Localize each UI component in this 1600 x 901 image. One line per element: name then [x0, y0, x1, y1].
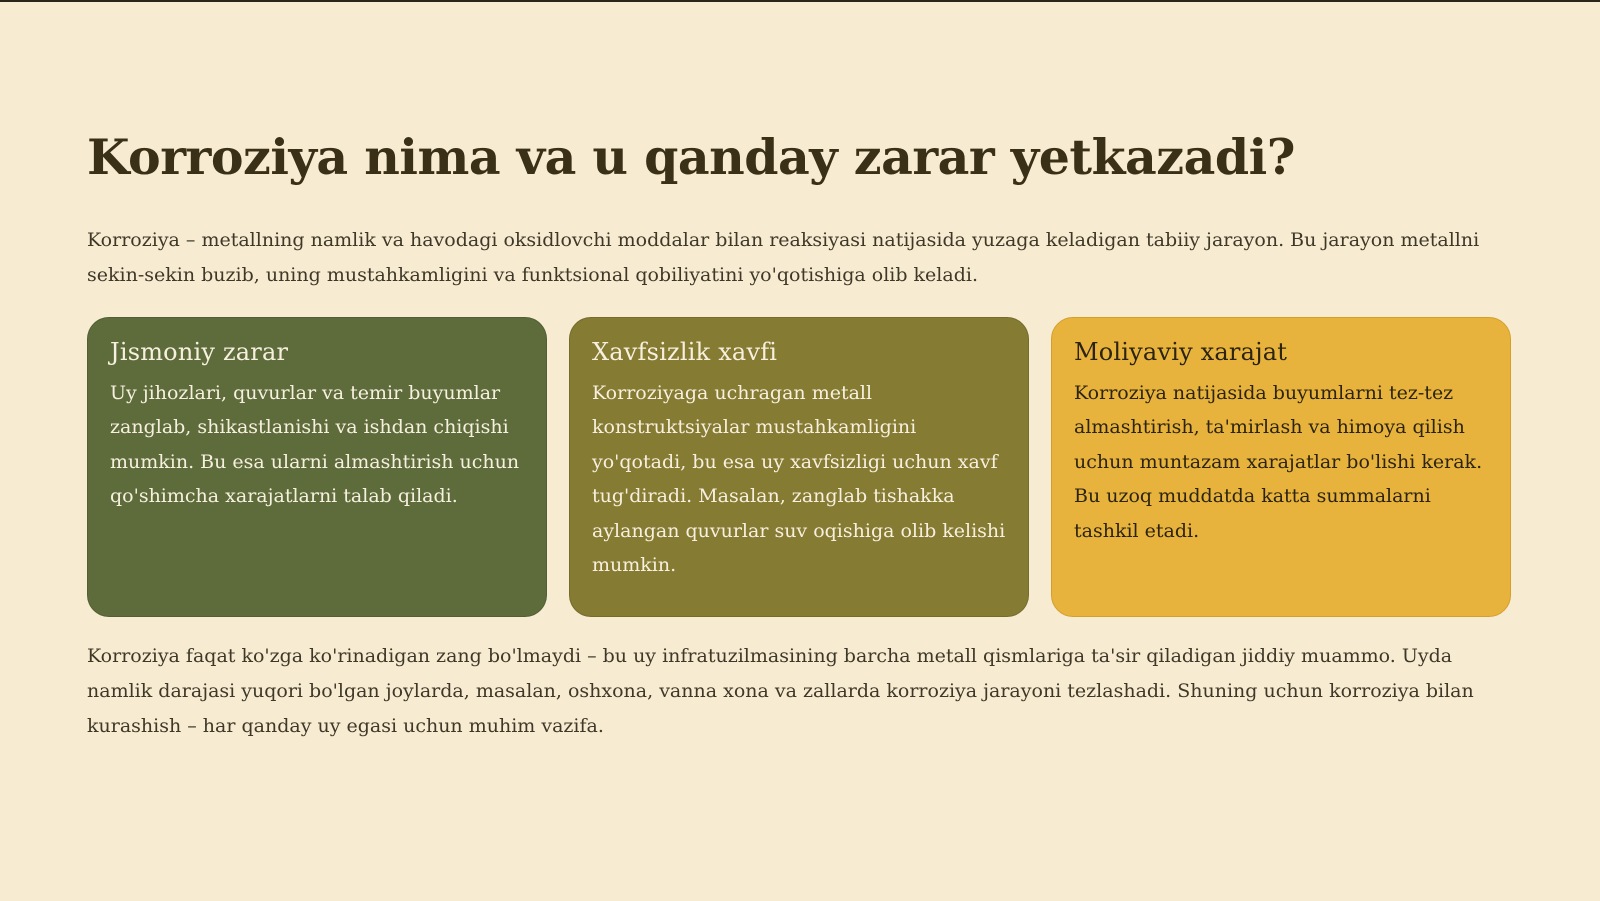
card-title: Jismoniy zarar	[110, 337, 289, 366]
intro-paragraph: Korroziya – metallning namlik va havodagi oksidlovchi moddalar bilan reaksiyasi natijasida yuzaga keladigan tabiiy jarayon. Bu jarayon metallni sekin-sekin buzib, uning mustahkamligini va funktsional qobiliyatini yo'qotishiga olib keladi.	[87, 228, 1480, 286]
card-text: Korroziyaga uchragan metall konstruktsiyalar mustahkamligini yo'qotadi, bu esa uy xavfsizligi uchun xavf tug'diradi. Masalan, zanglab tishakka aylangan quvurlar suv oqishiga olib kelishi mumkin.	[592, 381, 1006, 577]
card-safety-risk	[569, 317, 1029, 617]
card-title: Moliyaviy xarajat	[1074, 337, 1288, 366]
card-title: Xavfsizlik xavfi	[592, 337, 778, 366]
card-text: Uy jihozlari, quvurlar va temir buyumlar zanglab, shikastlanishi va ishdan chiqishi mumkin. Bu esa ularni almashtirish uchun qo'shimcha xarajatlarni talab qiladi.	[110, 381, 520, 508]
top-border	[0, 0, 1600, 2]
card-physical-damage	[87, 317, 547, 617]
slide-title: Korroziya nima va u qanday zarar yetkazadi?	[87, 128, 1295, 186]
outro-paragraph: Korroziya faqat ko'zga ko'rinadigan zang bo'lmaydi – bu uy infratuzilmasining barcha metall qismlariga ta'sir qiladigan jiddiy muammo. Uyda namlik darajasi yuqori bo'lgan joylarda, masalan, oshxona, vanna xona va zallarda korroziya jarayoni tezlashadi. Shuning uchun korroziya bilan kurashish – har qanday uy egasi uchun muhim vazifa.	[87, 644, 1474, 737]
card-row	[87, 317, 1513, 617]
card-financial-cost	[1051, 317, 1511, 617]
card-text: Korroziya natijasida buyumlarni tez-tez almashtirish, ta'mirlash va himoya qilish uchun muntazam xarajatlar bo'lishi kerak. Bu uzoq muddatda katta summalarni tashkil etadi.	[1074, 381, 1483, 542]
slide-content	[87, 128, 1513, 744]
